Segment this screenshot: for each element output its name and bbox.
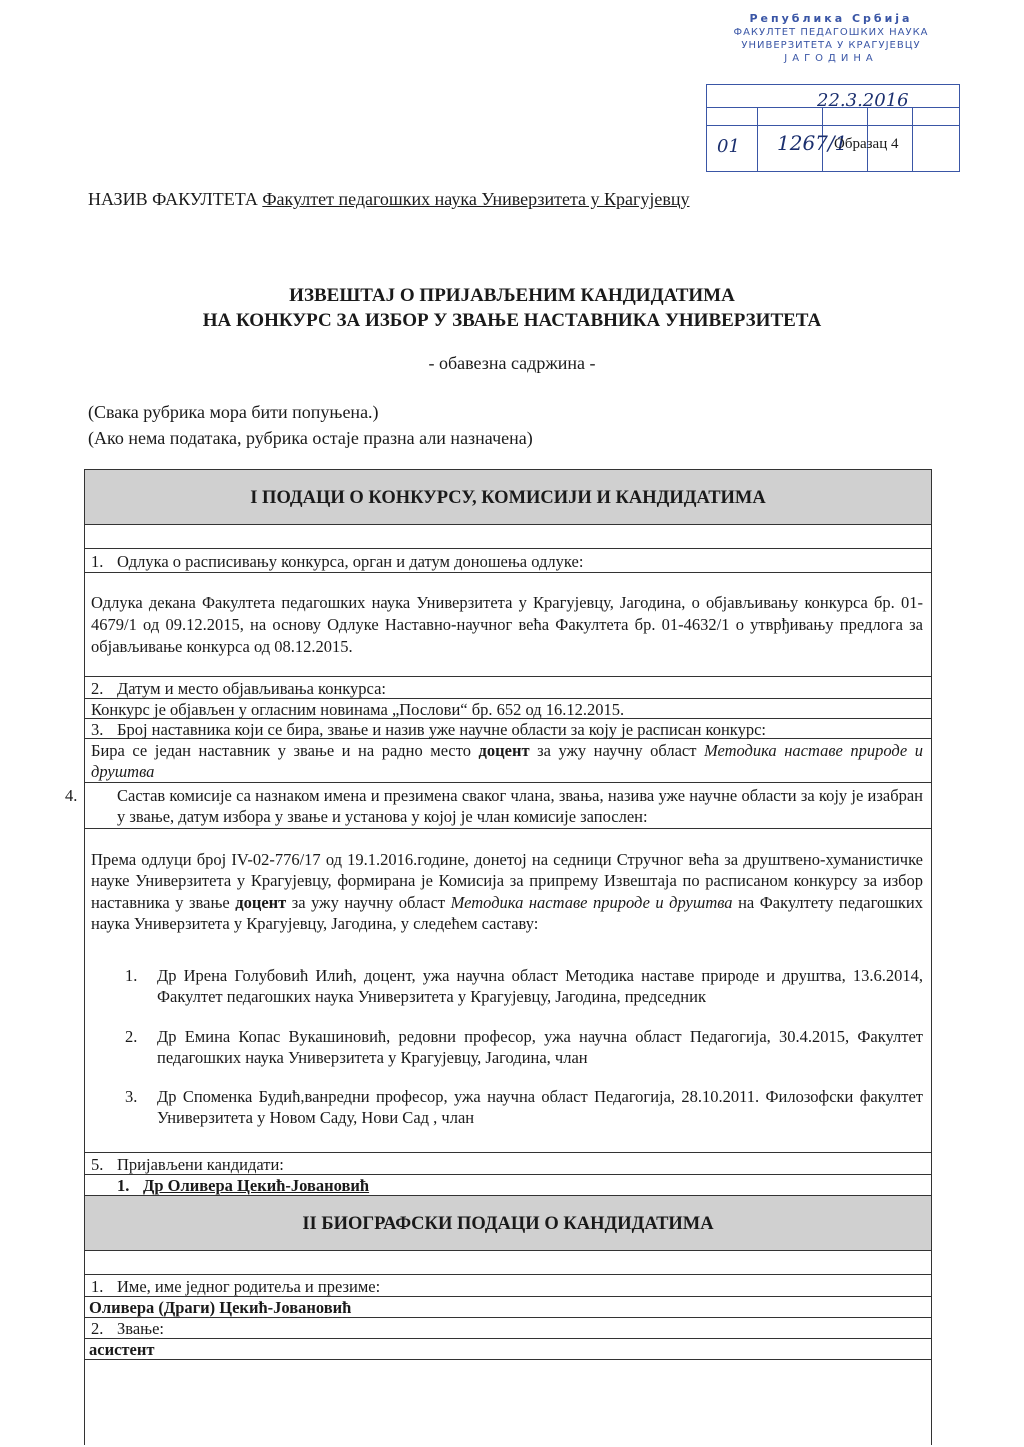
stamp-date: 22.3.2016 xyxy=(817,90,909,111)
candidate-name: Др Оливера Цекић-Јовановић xyxy=(143,1176,370,1195)
question-2-label: Датум и место објављивања конкурса: xyxy=(117,679,386,698)
question-5-label: Пријављени кандидати: xyxy=(117,1155,284,1174)
question-4-row xyxy=(65,783,931,829)
report-title-line-2: НА КОНКУРС ЗА ИЗБОР У ЗВАЊЕ НАСТАВНИКА УНИВЕРЗИТЕТА xyxy=(202,310,822,331)
bio-answer-2-row xyxy=(85,1339,931,1360)
spacer-row xyxy=(85,1251,931,1275)
report-subtitle: - обавезна садржина - xyxy=(428,353,596,373)
answer-1-row xyxy=(85,573,931,677)
section-2-heading: II БИОГРАФСКИ ПОДАЦИ О КАНДИДАТИМА xyxy=(302,1214,714,1234)
stamp-org-unit: 01 xyxy=(717,136,740,157)
faculty-line xyxy=(88,188,690,211)
commission-member: 3. Др Споменка Будић,ванредни професор, ужа научна област Педагогија, 28.10.2011. Филозофски факултет Универзитета у Новом Саду, Нови Сад , члан xyxy=(125,1087,923,1128)
answer-3-text: Бира се један наставник у звање и на радно место доцент за ужу научну област Методика наставе природе и друштва xyxy=(91,741,923,782)
stamp-line-4: ЈАГОДИНА xyxy=(784,52,878,64)
question-4-label: Састав комисије са назнаком имена и презимена сваког члана, звања, назива уже научне области за коју је изабран у звање, датум избора у звање и установа у којој је члан комисије запослен: xyxy=(117,786,923,827)
question-5-row xyxy=(85,1153,931,1175)
instruction-note-2: (Ако нема података, рубрика остаје празна али назначена) xyxy=(88,428,533,448)
commission-member: 2. Др Емина Копас Вукашиновић, редовни професор, ужа научна област Педагогија, 30.4.2015, Факултет педагошких наука Универзитета у Крагујевцу, Јагодина, члан xyxy=(125,1027,923,1068)
form-label: Образац 4 xyxy=(834,136,899,152)
faculty-label: НАЗИВ ФАКУЛТЕТА xyxy=(88,189,258,209)
report-table xyxy=(65,469,932,1445)
question-2-number: 2. xyxy=(91,679,104,698)
section-2-header xyxy=(85,1196,931,1251)
candidate-number: 1. xyxy=(117,1176,130,1195)
question-3-label: Број наставника који се бира, звање и назив уже научне области за коју је расписан конкурс: xyxy=(117,720,767,739)
bio-question-1-label: Име, име једног родитеља и презиме: xyxy=(117,1277,381,1296)
bio-question-1-number: 1. xyxy=(91,1277,104,1296)
bio-question-2-row xyxy=(85,1318,931,1339)
instruction-note-1: (Свака рубрика мора бити попуњена.) xyxy=(88,402,379,422)
faculty-name: Факултет педагошких наука Универзитета у Крагујевцу xyxy=(262,189,690,209)
answer-2-text: Конкурс је објављен у огласним новинама „Послови“ бр. 652 од 16.12.2015. xyxy=(91,700,625,719)
question-2-row xyxy=(85,677,931,699)
answer-4-row xyxy=(85,829,931,1153)
question-3-row xyxy=(85,719,931,739)
stamp-line-2: ФАКУЛТЕТ ПЕДАГОШКИХ НАУКА xyxy=(733,27,929,39)
scientific-field: Методика наставе природе и друштва xyxy=(91,741,923,782)
question-4-number: 4. xyxy=(65,786,78,805)
bio-question-1-row xyxy=(85,1275,931,1297)
answer-4-text: Према одлуци број IV-02-776/17 од 19.1.2016.године, донетој на седници Стручног већа за друштвено-хуманистичке науке Универзитета у Крагујевцу, формирана је Комисија за припрему Извештаја по расписаном конкурсу за избор наставника у звање доцент за ужу научну област Методика наставе природе и друштва на Факултету педагошких наука Универзитета у Крагујевцу, Јагодина, у следећем саставу: xyxy=(91,850,923,934)
answer-3-row xyxy=(85,739,931,783)
question-1-label: Одлука о расписивању конкурса, орган и датум доношења одлуке: xyxy=(117,552,584,571)
stamp-line-3: УНИВЕРЗИТЕТА У КРАГУЈЕВЦУ xyxy=(741,39,921,51)
answer-1-text: Одлука декана Факултета педагошких наука Универзитета у Крагујевцу, Јагодина, о објављивању конкурса бр. 01-4679/1 од 09.12.2015, на основу Одлуке Наставно-научног већа Факултета бр. 01-4632/1 о утврђивању предлога за објављивање конкурса од 08.12.2015. xyxy=(91,593,923,656)
bio-answer-2-text: асистент xyxy=(89,1340,155,1359)
section-1-header xyxy=(85,470,931,525)
answer-2-row xyxy=(85,699,931,719)
bio-question-2-number: 2. xyxy=(91,1319,104,1338)
question-3-number: 3. xyxy=(91,720,104,739)
rank-docent: доцент xyxy=(478,741,530,760)
stamp-line-1: Република Србија xyxy=(749,12,913,25)
report-title-line-1: ИЗВЕШТАЈ О ПРИЈАВЉЕНИМ КАНДИДАТИМА xyxy=(289,285,735,306)
question-5-number: 5. xyxy=(91,1155,104,1174)
section-1-heading: I ПОДАЦИ О КОНКУРСУ, КОМИСИЈИ И КАНДИДАТИМА xyxy=(250,488,766,508)
registry-stamp xyxy=(700,12,962,162)
commission-member: 1. Др Ирена Голубовић Илић, доцент, ужа научна област Методика наставе природе и друштва, 13.6.2014, Факултет педагошких наука Универзитета у Крагујевцу, Јагодина, председник xyxy=(125,966,923,1007)
spacer-row xyxy=(85,525,931,549)
bio-question-2-label: Звање: xyxy=(117,1319,165,1338)
bio-answer-1-text: Оливера (Драги) Цекић-Јовановић xyxy=(89,1298,352,1317)
question-1-row xyxy=(85,549,931,573)
bio-answer-1-row xyxy=(85,1297,931,1318)
stamp-number: 1267/1 xyxy=(777,131,848,155)
question-1-number: 1. xyxy=(91,552,104,571)
candidate-row xyxy=(85,1175,931,1196)
stamp-grid xyxy=(706,84,960,172)
